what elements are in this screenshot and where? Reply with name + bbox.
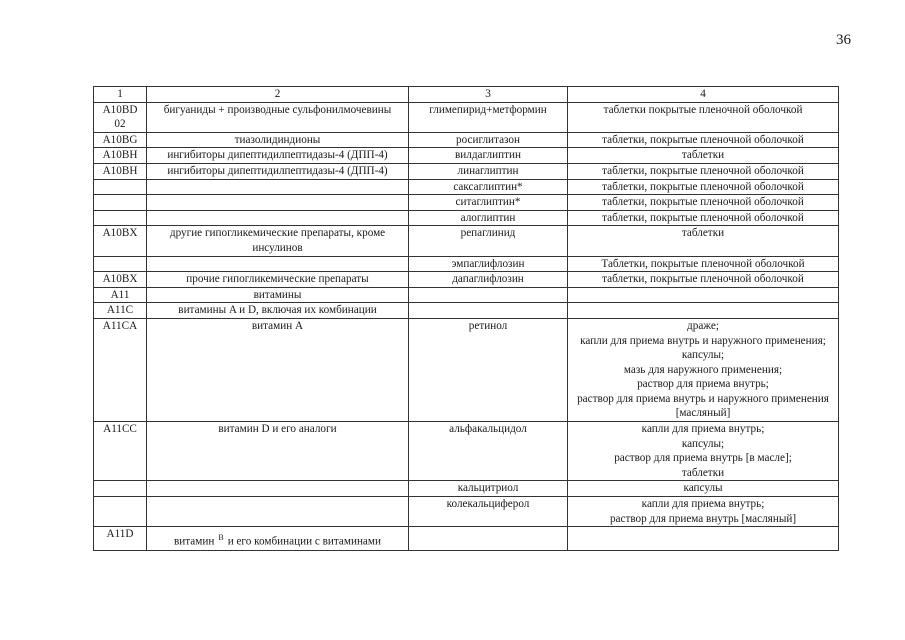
dosage-form-cell: таблетки, покрытые пленочной оболочкой [568, 132, 839, 148]
table-row [94, 210, 839, 226]
dosage-form-cell: таблетки [568, 226, 839, 256]
group-text: и его комбинации с витаминами [227, 535, 381, 548]
atc-code-cell [94, 481, 147, 497]
dosage-form-cell: таблетки, покрытые пленочной оболочкой [568, 195, 839, 211]
table-row [94, 195, 839, 211]
table-row [94, 272, 839, 288]
group-text: витамин [174, 535, 215, 548]
pharmacological-group-cell [147, 256, 409, 272]
atc-code-cell: A10BX [94, 272, 147, 288]
atc-code-cell: A11CA [94, 318, 147, 421]
page-number: 36 [836, 32, 851, 48]
table-row [94, 481, 839, 497]
dosage-form-cell: таблетки, покрытые пленочной оболочкой [568, 179, 839, 195]
drug-name-cell: алоглиптин [409, 210, 568, 226]
table-row [94, 226, 839, 256]
dosage-form-cell [568, 303, 839, 319]
pharmacological-group-cell: прочие гипогликемические препараты [147, 272, 409, 288]
pharmacological-group-cell [147, 179, 409, 195]
table-row [94, 163, 839, 179]
atc-code-cell: A11C [94, 303, 147, 319]
drug-name-cell: росиглитазон [409, 132, 568, 148]
drug-name-cell: ретинол [409, 318, 568, 421]
drug-name-cell: колекальциферол [409, 497, 568, 527]
drug-name-cell: дапаглифлозин [409, 272, 568, 288]
drug-name-cell: ситаглиптин* [409, 195, 568, 211]
atc-code-cell [94, 179, 147, 195]
atc-code-cell: A10BG [94, 132, 147, 148]
drug-name-cell: линаглиптин [409, 163, 568, 179]
pharmacological-group-cell: витамины A и D, включая их комбинации [147, 303, 409, 319]
pharmacological-group-cell: ингибиторы дипептидилпептидазы-4 (ДПП-4) [147, 148, 409, 164]
table-row [94, 287, 839, 303]
table-row [94, 527, 839, 550]
pharmacological-group-cell [147, 497, 409, 527]
table-row [94, 497, 839, 527]
pharmacological-group-cell: другие гипогликемические препараты, кроме инсулинов [147, 226, 409, 256]
table-row [94, 256, 839, 272]
atc-code-cell [94, 256, 147, 272]
header-cell: 3 [409, 87, 568, 103]
dosage-form-cell: таблетки покрытые пленочной оболочкой [568, 102, 839, 132]
dosage-form-cell [568, 287, 839, 303]
table-row [94, 422, 839, 481]
atc-code-cell: A11D [94, 527, 147, 550]
pharmacological-group-cell: витамин A [147, 318, 409, 421]
drug-name-cell: саксаглиптин* [409, 179, 568, 195]
atc-code-cell [94, 497, 147, 527]
dosage-form-cell: капсулы [568, 481, 839, 497]
dosage-form-cell: таблетки, покрытые пленочной оболочкой [568, 272, 839, 288]
drug-name-cell [409, 303, 568, 319]
table-row [94, 179, 839, 195]
vitamin-letter: B [218, 533, 224, 543]
atc-code-cell: A10BH [94, 148, 147, 164]
drug-name-cell: вилдаглиптин [409, 148, 568, 164]
pharmacological-group-cell [147, 481, 409, 497]
dosage-form-cell: капли для приема внутрь; раствор для приема внутрь [масляный] [568, 497, 839, 527]
drug-name-cell [409, 527, 568, 550]
dosage-form-cell: таблетки, покрытые пленочной оболочкой [568, 210, 839, 226]
atc-code-cell: A11CC [94, 422, 147, 481]
pharmacological-group-cell: витамины [147, 287, 409, 303]
pharmacological-group-cell: бигуаниды + производные сульфонилмочевины [147, 102, 409, 132]
table-header-row [94, 87, 839, 103]
drug-name-cell: альфакальцидол [409, 422, 568, 481]
pharmacological-group-cell [147, 210, 409, 226]
atc-code-cell [94, 210, 147, 226]
header-cell: 4 [568, 87, 839, 103]
pharmacological-group-cell: витамин D и его аналоги [147, 422, 409, 481]
pharmacological-group-cell: тиазолидиндионы [147, 132, 409, 148]
dosage-form-cell: Таблетки, покрытые пленочной оболочкой [568, 256, 839, 272]
drug-name-cell: кальцитриол [409, 481, 568, 497]
dosage-form-cell: таблетки, покрытые пленочной оболочкой [568, 163, 839, 179]
drug-table [93, 86, 839, 551]
atc-code-cell: A10BH [94, 163, 147, 179]
table-row [94, 102, 839, 132]
pharmacological-group-cell: ингибиторы дипептидилпептидазы-4 (ДПП-4) [147, 163, 409, 179]
drug-name-cell: эмпаглифлозин [409, 256, 568, 272]
dosage-form-cell [568, 527, 839, 550]
header-cell: 2 [147, 87, 409, 103]
table-row [94, 303, 839, 319]
table-row [94, 132, 839, 148]
table-body [94, 87, 839, 551]
header-cell: 1 [94, 87, 147, 103]
dosage-form-cell: таблетки [568, 148, 839, 164]
atc-code-cell: A10BD 02 [94, 102, 147, 132]
pharmacological-group-cell [147, 527, 409, 550]
atc-code-cell: A11 [94, 287, 147, 303]
atc-code-cell: A10BX [94, 226, 147, 256]
pharmacological-group-cell [147, 195, 409, 211]
dosage-form-cell: капли для приема внутрь; капсулы; раствор для приема внутрь [в масле]; таблетки [568, 422, 839, 481]
table-row [94, 318, 839, 421]
dosage-form-cell: драже; капли для приема внутрь и наружного применения; капсулы; мазь для наружного применения; раствор для приема внутрь; раствор для приема внутрь и наружного применения [масляный] [568, 318, 839, 421]
drug-name-cell [409, 287, 568, 303]
atc-code-cell [94, 195, 147, 211]
drug-name-cell: репаглинид [409, 226, 568, 256]
drug-name-cell: глимепирид+метформин [409, 102, 568, 132]
table-row [94, 148, 839, 164]
